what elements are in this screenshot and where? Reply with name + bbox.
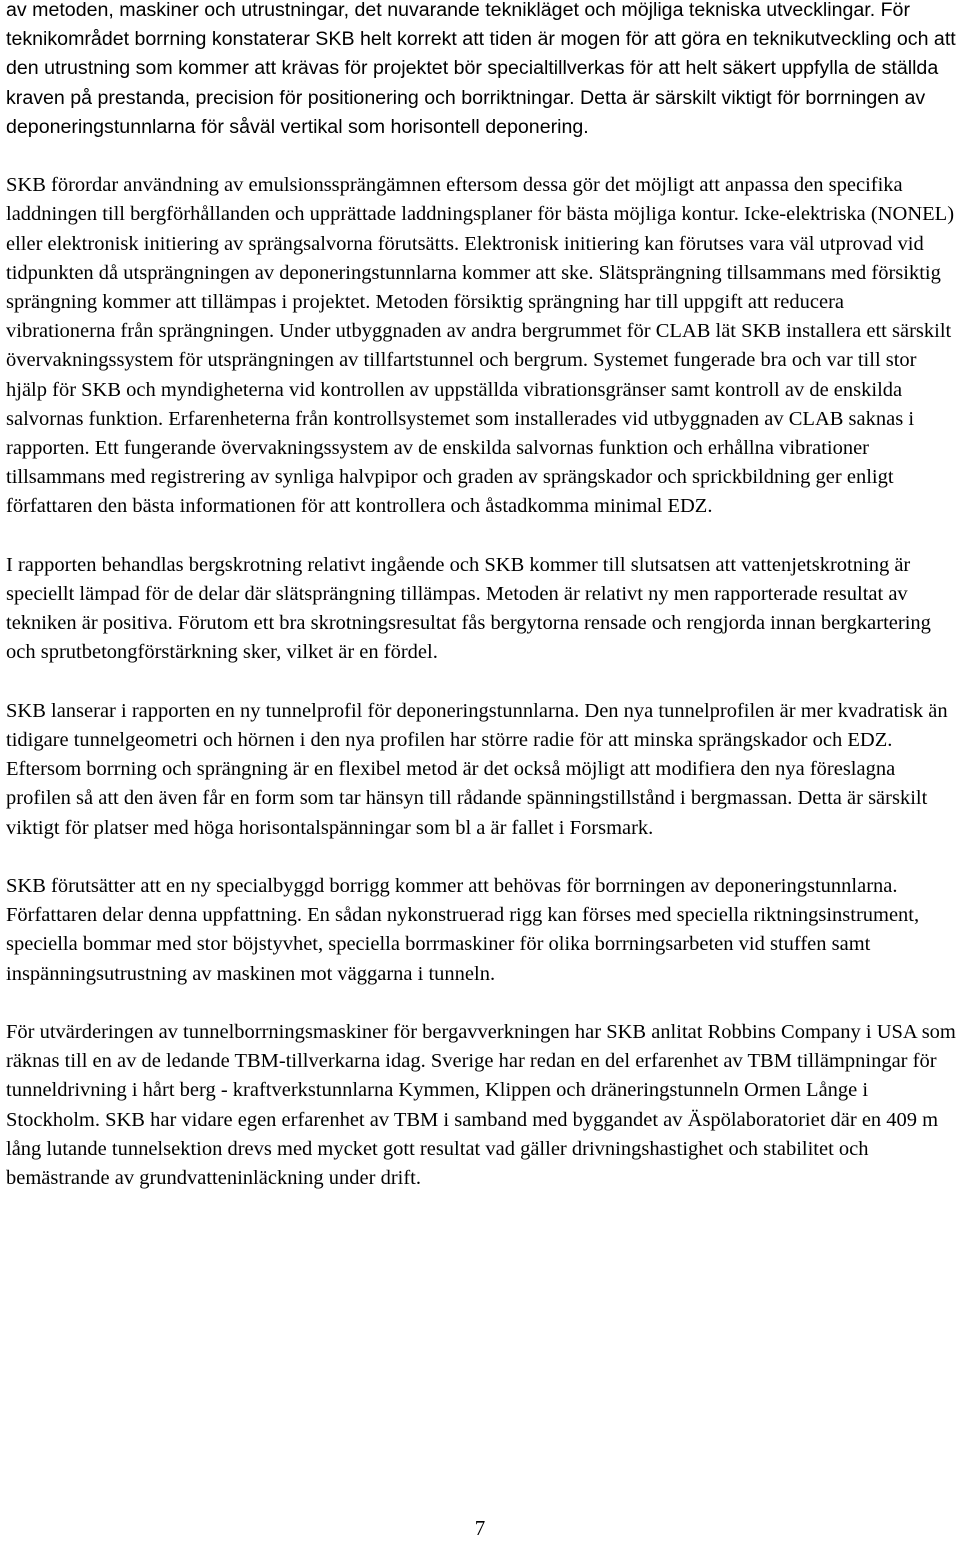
paragraph-drill-rig: SKB förutsätter att en ny specialbyggd borrigg kommer att behövas för borrningen av deponeringstunnlarna. Författaren delar denna uppfattning. En sådan nykonstruerad rigg kan förses med speciella riktningsinstrument, speciella bommar med stor böjstyvhet, speciella borrmaskiner för olika borrningsarbeten vid stuffen samt inspänningsutrustning av maskinen mot väggarna i tunneln. (6, 875, 920, 985)
paragraph-tbm: För utvärderingen av tunnelborrningsmaskiner för bergavverkningen har SKB anlitat Robbins Company i USA som räknas till en av de ledande TBM-tillverkarna idag. Sverige har redan en del erfarenhet av TBM tillämpningar för tunneldrivning i hårt berg - kraftverkstunnlarna Kymmen, Klippen och dräneringstunneln Ormen Långe i Stockholm. SKB har vidare egen erfarenhet av TBM i samband med byggandet av Äspölaboratoriet där en 409 m lång lutande tunnelsektion drevs med mycket gott resultat vad gäller drivningshastighet och stabilitet och bemästrande av grundvatteninläckning under drift. (6, 1021, 956, 1190)
paragraph-tunnel-profile: SKB lanserar i rapporten en ny tunnelprofil för deponeringstunnlarna. Den nya tunnelprofilen är mer kvadratisk än tidigare tunnelgeometri och hörnen i den nya profilen har större radie för att minska sprängskador och EDZ. Eftersom borrning och sprängning är en flexibel metod är det också möjligt att modifiera den nya föreslagna profilen så att den även får en form som tar hänsyn till rådande spänningstillstånd i bergmassan. Detta är särskilt viktigt för platser med höga horisontalspänningar som bl a är fallet i Forsmark. (6, 699, 948, 839)
paragraph-drilling-technology: av metoden, maskiner och utrustningar, det nuvarande teknikläget och möjliga tekniska utvecklingar. För teknikområdet borrning konstaterar SKB helt korrekt att tiden är mogen för att göra en teknikutveckling och att den utrustning som kommer att krävas för projektet bör specialtillverkas för att helt säkert uppfylla de ställda kraven på prestanda, precision för positionering och borriktningar. Detta är särskilt viktigt för borrningen av deponeringstunnlarna för såväl vertikal som horisontell deponering. (6, 0, 956, 138)
paragraph-scaling: I rapporten behandlas bergskrotning relativt ingående och SKB kommer till slutsatsen att vattenjetskrotning är speciellt lämpad för de delar där slätsprängning tillämpas. Metoden är relativt ny men rapporterade resultat av tekniken är positiva. Förutom ett bra skrotningsresultat fås bergytorna rensade och rengjorda innan bergkartering och sprutbetongförstärkning sker, vilket är en fördel. (6, 553, 931, 664)
document-body (6, 0, 956, 1222)
paragraph-blasting: SKB förordar användning av emulsionssprängämnen eftersom dessa gör det möjligt att anpassa den specifika laddningen till bergförhållanden och upprättade laddningsplaner för bästa möjliga kontur. Icke-elektriska (NONEL) eller elektronisk initiering av sprängsalvorna förutsätts. Elektronisk initiering kan förutses vara väl utprovad vid tidpunkten då utsprängningen av deponeringstunnlarna kommer att ske. Slätsprängning tillsammans med försiktig sprängning kommer att tillämpas i projektet. Metoden försiktig sprängning har till uppgift att reducera vibrationerna från sprängningen. Under utbyggnaden av andra bergrummet för CLAB lät SKB installera ett särskilt övervakningssystem för utsprängningen av tillfartstunnel och bergrum. Systemet fungerade bra och var till stor hjälp för SKB och myndigheterna vid kontrollen av uppställda vibrationsgränser samt kontroll av de enskilda salvornas funktion. Erfarenheterna från kontrollsystemet som installerades vid utbyggnaden av CLAB saknas i rapporten. Ett fungerande övervakningssystem av de enskilda salvornas funktion och erhållna vibrationer tillsammans med registrering av synliga halvpipor och graden av sprängskador och sprickbildning ger enligt författaren den bästa informationen för att kontrollera och åstadkomma minimal EDZ. (6, 174, 955, 518)
page-number: 7 (474, 1516, 486, 1540)
